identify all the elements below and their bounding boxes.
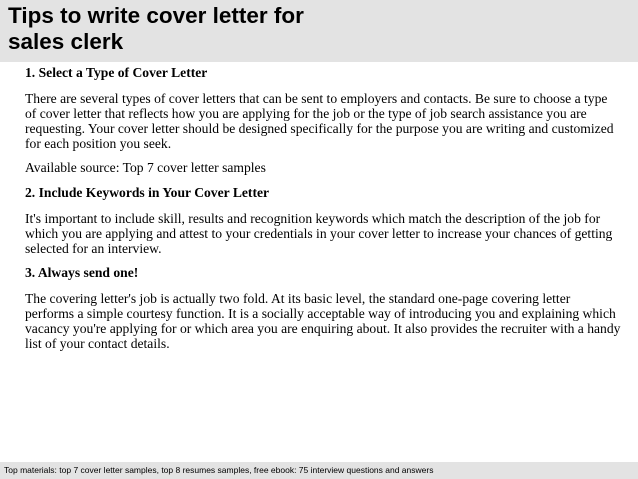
title-bar <box>0 0 638 62</box>
section-3-heading: 3. Always send one! <box>25 265 139 280</box>
section-1-source: Available source: Top 7 cover letter samples <box>25 160 266 175</box>
slide-content <box>22 65 622 360</box>
footer-text: Top materials: top 7 cover letter samples, top 8 resumes samples, free ebook: 75 interview questions and answers <box>4 465 434 475</box>
footer-bar <box>0 462 638 479</box>
title-line-1: Tips to write cover letter for <box>8 3 304 28</box>
section-1-heading: 1. Select a Type of Cover Letter <box>25 65 208 80</box>
section-2-paragraph: It's important to include skill, results and recognition keywords which match the description of the job for which you are applying and attest to your credentials in your cover letter to increase your chances of getting selected for an interview. <box>25 211 613 256</box>
section-1-paragraph: There are several types of cover letters that can be sent to employers and contacts. Be sure to choose a type of cover letter that reflects how you are applying for the job or the type of job search assistance you are requesting. Your cover letter should be designed specifically for the purpose you are writing and customized for each position you seek. <box>25 91 614 151</box>
slide-title <box>8 3 628 55</box>
title-line-2: sales clerk <box>8 29 124 54</box>
section-2-heading: 2. Include Keywords in Your Cover Letter <box>25 185 270 200</box>
section-3-paragraph: The covering letter's job is actually two fold. At its basic level, the standard one-page covering letter performs a simple courtesy function. It is a socially acceptable way of introducing you and explaining which vacancy you're applying for or which area you are enquiring about. It also provides the recruiter with a handy list of your contact details. <box>25 291 621 351</box>
